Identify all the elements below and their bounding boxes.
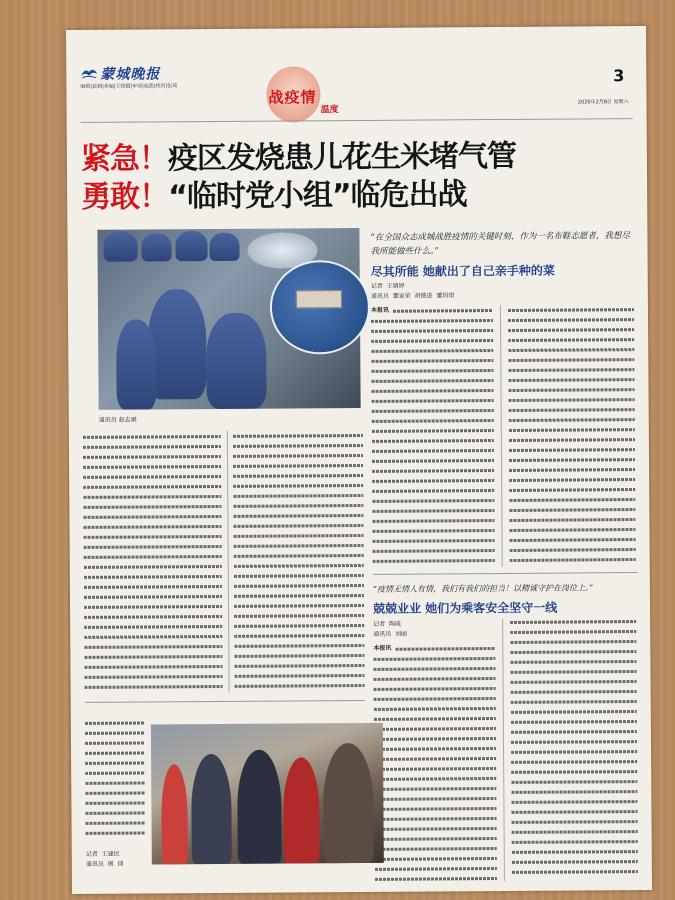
story3-side-byline: 记者 王建民 通讯员 周 倩 [85, 850, 124, 868]
story2-col1-body [371, 315, 495, 566]
story3-col2-body [510, 616, 638, 877]
photo-credit: 通讯员 赵志斌 [98, 416, 137, 424]
photo-figure [206, 313, 267, 409]
story3-byline: 记者 陶威 通讯员 刘丽 [373, 620, 408, 638]
photo-figure [175, 231, 207, 261]
story3-col1-lines [395, 643, 495, 654]
column-divider [500, 305, 503, 567]
story3-subhead: 兢兢业业 她们为乘客安全坚守一线 [373, 600, 558, 616]
story3-lead: 本报讯 [373, 644, 392, 652]
headline-secondary-black: “临时党小组”临危出战 [168, 177, 467, 215]
inset-photo [270, 260, 371, 355]
headline-secondary-red: 勇敢！ [81, 179, 169, 215]
photo-figure [141, 233, 171, 261]
story2-quote: “在全国众志成城战胜疫情的关键时刻，作为一名布鞋志愿者，我想尽我所能做些什么。” [370, 231, 630, 257]
masthead-logo-icon [80, 66, 98, 80]
photo-figure [148, 289, 207, 399]
photo-figure [323, 743, 374, 863]
story2-col1-lines [393, 305, 493, 316]
masthead-info: 编辑|苗毅|美编|王晓霞|审读|赵凯|校对|张琦 [80, 83, 178, 90]
story2-col2-body [508, 304, 636, 565]
story2-byline: 记者 王婧婷 通讯员 董家荣 胡德进 董玥琪 [370, 282, 455, 300]
photo-figure [103, 232, 137, 262]
newspaper-page [66, 26, 652, 894]
photo-figure [237, 750, 282, 864]
headline-secondary [81, 169, 467, 216]
story3-quote: “疫情无情人有情，我们有我们的担当！以精诚守护在岗位上。” [372, 583, 594, 594]
photo-figure [191, 754, 232, 864]
headline-primary-black: 疫区发烧患儿花生米堵气管 [167, 138, 517, 177]
page-number: 3 [613, 66, 625, 86]
badge-title: 战疫情 [268, 88, 317, 107]
column-divider [502, 619, 505, 881]
section-rule [373, 572, 638, 575]
section-badge [260, 66, 346, 125]
story3-col1-body [373, 653, 497, 884]
masthead [80, 63, 200, 90]
header-rule [81, 118, 633, 123]
inset-object [296, 290, 342, 308]
headline-primary-red: 紧急！ [80, 141, 169, 177]
story1-col1-body [83, 431, 223, 692]
badge-subtitle: 温度 [320, 105, 339, 116]
story2-subhead: 尽其所能 她献出了自己亲手种的菜 [370, 263, 555, 279]
photo-figure [161, 764, 188, 864]
photo-figure [209, 233, 239, 261]
masthead-name: 蒙城晚报 [100, 66, 161, 83]
photo-figure [283, 757, 320, 863]
column-divider [227, 431, 230, 693]
story1-col2-body [233, 430, 365, 691]
section-rule [85, 700, 365, 703]
street-photo [151, 723, 384, 865]
story2-lead: 本报讯 [370, 306, 390, 314]
photo-figure [116, 319, 157, 409]
dateline: 2020年2月8日 星期六 [577, 99, 629, 106]
